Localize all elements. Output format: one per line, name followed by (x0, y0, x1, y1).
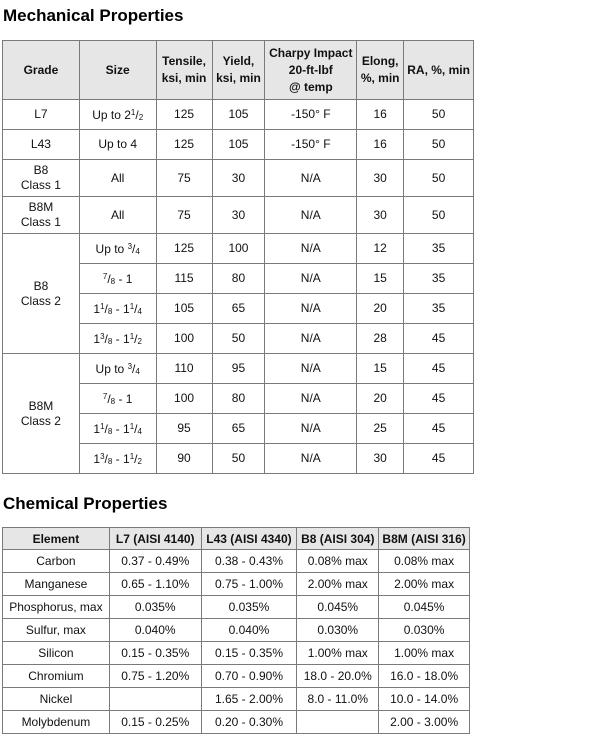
charpy-cell: N/A (265, 294, 357, 324)
charpy-cell: N/A (265, 444, 357, 474)
header-l43: L43 (AISI 4340) (201, 528, 297, 550)
ra-cell: 45 (404, 414, 474, 444)
b8-cell: 0.08% max (297, 550, 379, 573)
grade-cell: B8M Class 1 (3, 197, 80, 234)
charpy-cell: N/A (265, 160, 357, 197)
charpy-cell: N/A (265, 264, 357, 294)
tensile-cell: 115 (156, 264, 212, 294)
grade-cell: L43 (3, 130, 80, 160)
tensile-cell: 90 (156, 444, 212, 474)
table-row (3, 130, 474, 160)
element-cell: Sulfur, max (3, 619, 110, 642)
table-row (3, 596, 470, 619)
b8-cell: 2.00% max (297, 573, 379, 596)
charpy-cell: N/A (265, 354, 357, 384)
charpy-cell: N/A (265, 234, 357, 264)
b8m-cell: 16.0 - 18.0% (379, 665, 470, 688)
ra-cell: 50 (404, 100, 474, 130)
tensile-cell: 95 (156, 414, 212, 444)
b8m-cell: 1.00% max (379, 642, 470, 665)
charpy-cell: -150° F (265, 100, 357, 130)
ra-cell: 45 (404, 444, 474, 474)
element-cell: Phosphorus, max (3, 596, 110, 619)
b8m-cell: 0.08% max (379, 550, 470, 573)
l7-cell: 0.035% (109, 596, 201, 619)
table-row (3, 160, 474, 197)
tensile-cell: 125 (156, 130, 212, 160)
header-yield: Yield, ksi, min (212, 41, 265, 100)
l43-cell: 0.20 - 0.30% (201, 711, 297, 734)
yield-cell: 30 (212, 160, 265, 197)
ra-cell: 50 (404, 197, 474, 234)
elong-cell: 25 (357, 414, 404, 444)
grade-cell: B8M Class 2 (3, 354, 80, 474)
size-cell: All (79, 160, 156, 197)
b8-cell: 8.0 - 11.0% (297, 688, 379, 711)
b8m-cell: 2.00 - 3.00% (379, 711, 470, 734)
table-header-row (3, 528, 470, 550)
b8-cell: 0.030% (297, 619, 379, 642)
tensile-cell: 105 (156, 294, 212, 324)
table-header-row (3, 41, 474, 100)
mechanical-properties-table (2, 40, 474, 474)
header-charpy: Charpy Impact 20-ft-lbf @ temp (265, 41, 357, 100)
table-row (3, 234, 474, 264)
size-cell: Up to $2^1/_2$ (79, 100, 156, 130)
yield-cell: 105 (212, 130, 265, 160)
ra-cell: 35 (404, 264, 474, 294)
l7-cell: 0.75 - 1.20% (109, 665, 201, 688)
ra-cell: 35 (404, 234, 474, 264)
table-row (3, 354, 474, 384)
size-cell: Up to $^3/_4$ (79, 234, 156, 264)
size-cell: Up to 4 (79, 130, 156, 160)
b8m-cell: 0.045% (379, 596, 470, 619)
table-row (3, 642, 470, 665)
b8-cell (297, 711, 379, 734)
header-size: Size (79, 41, 156, 100)
l43-cell: 1.65 - 2.00% (201, 688, 297, 711)
header-ra: RA, %, min (404, 41, 474, 100)
tensile-cell: 75 (156, 160, 212, 197)
tensile-cell: 110 (156, 354, 212, 384)
size-cell: Up to $^3/_4$ (79, 354, 156, 384)
elong-cell: 28 (357, 324, 404, 354)
yield-cell: 95 (212, 354, 265, 384)
grade-cell: B8 Class 2 (3, 234, 80, 354)
yield-cell: 80 (212, 384, 265, 414)
ra-cell: 45 (404, 324, 474, 354)
charpy-cell: N/A (265, 324, 357, 354)
yield-cell: 50 (212, 324, 265, 354)
table-row (3, 619, 470, 642)
tensile-cell: 100 (156, 384, 212, 414)
ra-cell: 45 (404, 354, 474, 384)
element-cell: Carbon (3, 550, 110, 573)
chemical-properties-title: Chemical Properties (3, 494, 168, 513)
elong-cell: 20 (357, 294, 404, 324)
tensile-cell: 100 (156, 324, 212, 354)
yield-cell: 65 (212, 414, 265, 444)
b8-cell: 18.0 - 20.0% (297, 665, 379, 688)
yield-cell: 30 (212, 197, 265, 234)
header-b8: B8 (AISI 304) (297, 528, 379, 550)
table-row (3, 688, 470, 711)
l43-cell: 0.38 - 0.43% (201, 550, 297, 573)
table-row (3, 197, 474, 234)
charpy-cell: N/A (265, 197, 357, 234)
tensile-cell: 125 (156, 234, 212, 264)
ra-cell: 45 (404, 384, 474, 414)
l43-cell: 0.15 - 0.35% (201, 642, 297, 665)
table-row (3, 573, 470, 596)
b8m-cell: 0.030% (379, 619, 470, 642)
element-cell: Molybdenum (3, 711, 110, 734)
header-b8m: B8M (AISI 316) (379, 528, 470, 550)
elong-cell: 15 (357, 354, 404, 384)
yield-cell: 50 (212, 444, 265, 474)
header-grade: Grade (3, 41, 80, 100)
b8-cell: 1.00% max (297, 642, 379, 665)
size-cell: $1^1/_8 - 1^1/_4$ (79, 414, 156, 444)
mechanical-properties-title: Mechanical Properties (3, 6, 184, 25)
tensile-cell: 75 (156, 197, 212, 234)
size-cell: $1^3/_8 - 1^1/_2$ (79, 324, 156, 354)
yield-cell: 100 (212, 234, 265, 264)
yield-cell: 65 (212, 294, 265, 324)
elong-cell: 16 (357, 130, 404, 160)
b8m-cell: 2.00% max (379, 573, 470, 596)
charpy-cell: N/A (265, 414, 357, 444)
elong-cell: 16 (357, 100, 404, 130)
ra-cell: 50 (404, 160, 474, 197)
elong-cell: 12 (357, 234, 404, 264)
ra-cell: 35 (404, 294, 474, 324)
l7-cell: 0.37 - 0.49% (109, 550, 201, 573)
table-row (3, 665, 470, 688)
elong-cell: 30 (357, 444, 404, 474)
l7-cell (109, 688, 201, 711)
ra-cell: 50 (404, 130, 474, 160)
elong-cell: 15 (357, 264, 404, 294)
size-cell: $1^1/_8 - 1^1/_4$ (79, 294, 156, 324)
header-tensile: Tensile, ksi, min (156, 41, 212, 100)
grade-cell: B8 Class 1 (3, 160, 80, 197)
l7-cell: 0.15 - 0.35% (109, 642, 201, 665)
l7-cell: 0.040% (109, 619, 201, 642)
l43-cell: 0.75 - 1.00% (201, 573, 297, 596)
b8m-cell: 10.0 - 14.0% (379, 688, 470, 711)
l7-cell: 0.65 - 1.10% (109, 573, 201, 596)
size-cell: $^7/_8 - 1$ (79, 264, 156, 294)
l43-cell: 0.035% (201, 596, 297, 619)
header-l7: L7 (AISI 4140) (109, 528, 201, 550)
element-cell: Silicon (3, 642, 110, 665)
grade-cell: L7 (3, 100, 80, 130)
table-row (3, 100, 474, 130)
size-cell: All (79, 197, 156, 234)
header-elong: Elong, %, min (357, 41, 404, 100)
yield-cell: 105 (212, 100, 265, 130)
l7-cell: 0.15 - 0.25% (109, 711, 201, 734)
l43-cell: 0.040% (201, 619, 297, 642)
b8-cell: 0.045% (297, 596, 379, 619)
charpy-cell: N/A (265, 384, 357, 414)
table-row (3, 711, 470, 734)
charpy-cell: -150° F (265, 130, 357, 160)
element-cell: Chromium (3, 665, 110, 688)
table-row (3, 550, 470, 573)
elong-cell: 30 (357, 197, 404, 234)
size-cell: $1^3/_8 - 1^1/_2$ (79, 444, 156, 474)
tensile-cell: 125 (156, 100, 212, 130)
chemical-properties-table (2, 527, 470, 734)
size-cell: $^7/_8 - 1$ (79, 384, 156, 414)
l43-cell: 0.70 - 0.90% (201, 665, 297, 688)
yield-cell: 80 (212, 264, 265, 294)
elong-cell: 30 (357, 160, 404, 197)
element-cell: Nickel (3, 688, 110, 711)
element-cell: Manganese (3, 573, 110, 596)
header-element: Element (3, 528, 110, 550)
elong-cell: 20 (357, 384, 404, 414)
